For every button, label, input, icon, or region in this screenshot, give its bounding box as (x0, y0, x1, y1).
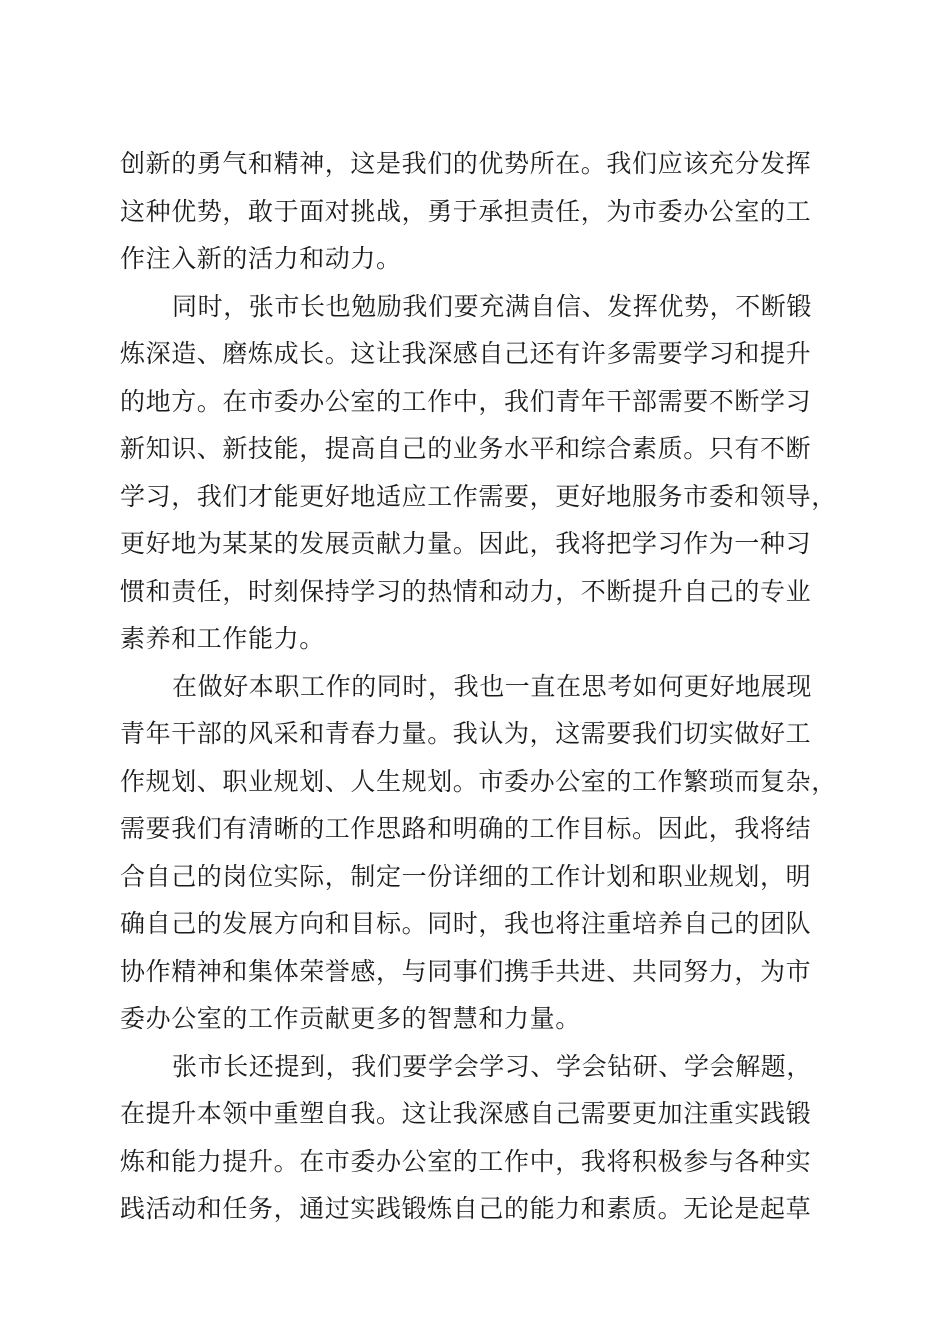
paragraph-start-line: 在做好本职工作的同时，我也一直在思考如何更好地展现 (172, 671, 813, 701)
text-line: 青年干部的风采和青春力量。我认为，这需要我们切实做好工 (120, 719, 812, 748)
text-line: 需要我们有清晰的工作思路和明确的工作目标。因此，我将结 (120, 814, 812, 843)
body-text (120, 140, 837, 1233)
text-line: 作规划、职业规划、人生规划。市委办公室的工作繁琐而复杂， (120, 766, 837, 796)
text-line: 更好地为某某的发展贡献力量。因此，我将把学习作为一种习 (120, 529, 812, 558)
text-line: 新知识、新技能，提高自己的业务水平和综合素质。只有不断 (120, 434, 812, 463)
text-line: 的地方。在市委办公室的工作中，我们青年干部需要不断学习 (120, 386, 812, 416)
paragraph-start-line: 同时，张市长也勉励我们要充满自信、发挥优势，不断锻 (172, 291, 813, 321)
text-line: 炼深造、磨炼成长。这让我深感自己还有许多需要学习和提升 (120, 339, 812, 368)
text-line: 委办公室的工作贡献更多的智慧和力量。 (120, 1004, 581, 1033)
text-line: 创新的勇气和精神，这是我们的优势所在。我们应该充分发挥 (120, 149, 812, 178)
text-line: 确自己的发展方向和目标。同时，我也将注重培养自己的团队 (120, 909, 812, 938)
text-line: 在提升本领中重塑自我。这让我深感自己需要更加注重实践锻 (120, 1099, 812, 1128)
text-line: 协作精神和集体荣誉感，与同事们携手共进、共同努力，为市 (120, 956, 812, 986)
text-line: 学习，我们才能更好地适应工作需要，更好地服务市委和领导， (120, 481, 837, 511)
text-line: 作注入新的活力和动力。 (120, 244, 402, 273)
text-line: 炼和能力提升。在市委办公室的工作中，我将积极参与各种实 (120, 1146, 812, 1176)
text-line: 践活动和任务，通过实践锻炼自己的能力和素质。无论是起草 (120, 1194, 812, 1223)
text-line: 惯和责任，时刻保持学习的热情和动力，不断提升自己的专业 (120, 576, 812, 606)
text-line: 素养和工作能力。 (120, 624, 325, 653)
text-line: 这种优势，敢于面对挑战，勇于承担责任，为市委办公室的工 (120, 196, 812, 226)
paragraph-start-line: 张市长还提到，我们要学会学习、学会钻研、学会解题， (172, 1051, 813, 1081)
text-line: 合自己的岗位实际，制定一份详细的工作计划和职业规划，明 (120, 861, 812, 891)
